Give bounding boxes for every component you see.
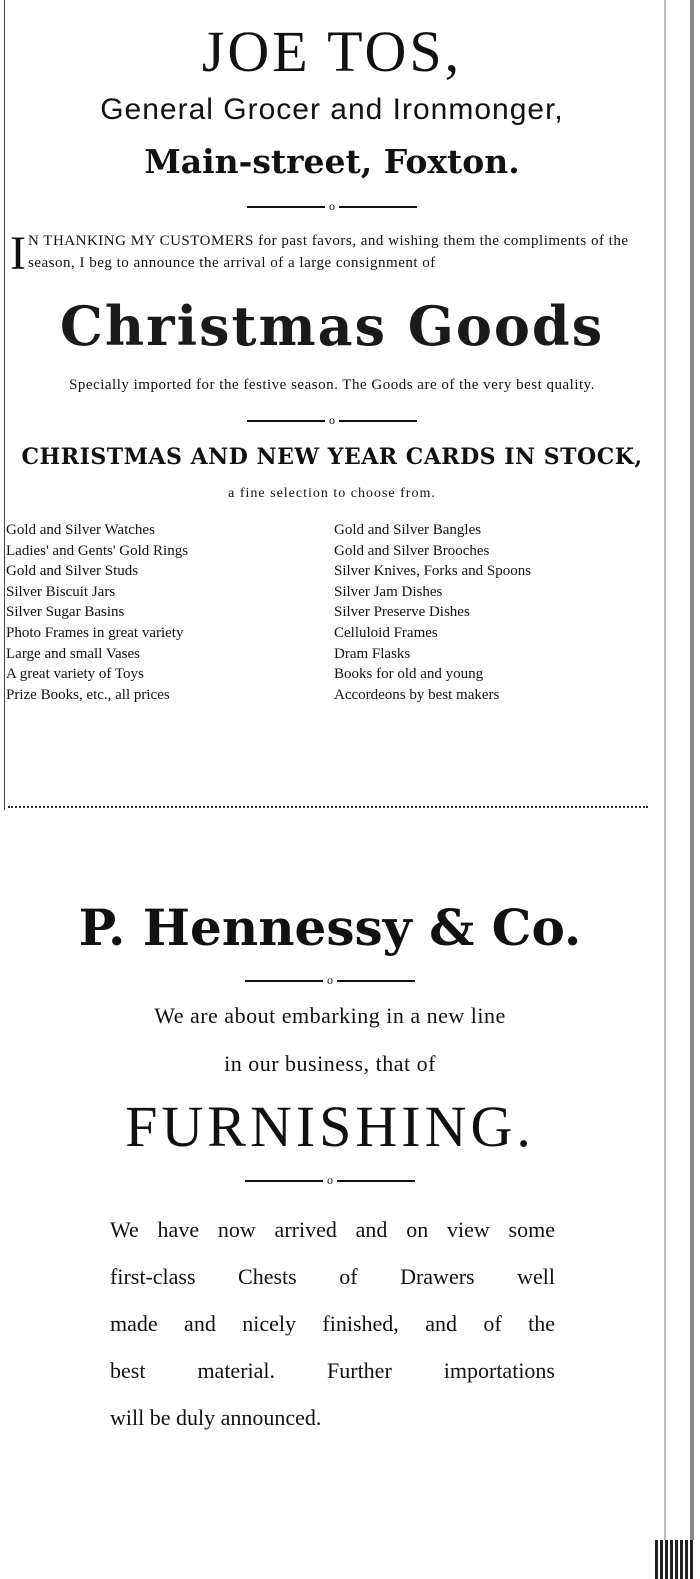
item-list — [6, 520, 658, 705]
list-item: Silver Knives, Forks and Spoons — [334, 563, 532, 580]
list-item: Large and small Vases — [6, 645, 140, 662]
announcement-line-2: in our business, that of — [224, 1051, 436, 1076]
paragraph-line: We have now arrived and on view some — [110, 1217, 555, 1242]
list-item: Gold and Silver Bangles — [334, 522, 482, 538]
list-item: Accordeons by best makers — [334, 686, 500, 703]
divider-mark: o — [327, 973, 333, 987]
list-item: Dram Flasks — [334, 645, 411, 662]
list-item: Silver Preserve Dishes — [334, 604, 470, 621]
divider-rule — [247, 199, 417, 213]
divider-rule — [245, 1173, 415, 1187]
ad-title: JOE TOS, — [201, 19, 463, 84]
list-item: A great variety of Toys — [6, 666, 144, 683]
joe-tos-advertisement — [6, 0, 658, 705]
divider-mark: o — [329, 413, 335, 427]
list-item: Prize Books, etc., all prices — [6, 686, 170, 703]
announcement-line-1: We are about embarking in a new line — [154, 1003, 506, 1028]
list-item: Gold and Silver Watches — [6, 522, 155, 538]
selection-text: a fine selection to choose from. — [228, 486, 436, 501]
list-item: Ladies' and Gents' Gold Rings — [6, 542, 189, 559]
list-item: Photo Frames in great variety — [6, 624, 184, 641]
page-border-left — [4, 0, 5, 810]
page-gutter — [690, 0, 694, 1579]
list-item: Silver Sugar Basins — [6, 604, 125, 621]
list-item: Silver Biscuit Jars — [6, 583, 116, 600]
paragraph-line: made and nicely finished, and of the — [110, 1311, 555, 1336]
item-column-right — [330, 520, 658, 705]
divider-rule — [245, 973, 415, 987]
ad-address: Main-street, Foxton. — [144, 142, 520, 181]
item-column-left — [6, 520, 330, 705]
list-item: Gold and Silver Studs — [6, 563, 139, 580]
hennessy-advertisement — [0, 880, 660, 1441]
intro-text: N THANKING MY CUSTOMERS for past favors, and wishing them the compliments of the season, I beg to announce the arrival of a large consignment of — [28, 233, 629, 271]
corner-scan-mark — [655, 1540, 695, 1579]
paragraph-line: first-class Chests of Drawers well — [110, 1264, 555, 1289]
divider-mark: o — [329, 199, 335, 213]
list-item: Gold and Silver Brooches — [334, 542, 490, 559]
page-border-right — [664, 0, 666, 1579]
ad-subtitle: General Grocer and Ironmonger, — [100, 93, 564, 126]
cards-heading: CHRISTMAS AND NEW YEAR CARDS IN STOCK, — [21, 444, 643, 470]
special-text: Specially imported for the festive season. The Goods are of the very best quality. — [69, 377, 595, 393]
list-item: Celluloid Frames — [334, 624, 438, 641]
furnishing-heading: FURNISHING. — [125, 1094, 535, 1159]
paragraph-line: will be duly announced. — [110, 1405, 322, 1430]
body-paragraph — [110, 1206, 555, 1441]
goods-heading: Christmas Goods — [59, 294, 605, 358]
firm-name: P. Hennessy & Co. — [78, 898, 582, 957]
list-item: Books for old and young — [334, 666, 484, 683]
list-item: Silver Jam Dishes — [334, 583, 443, 600]
section-separator — [8, 806, 648, 808]
drop-cap: I — [10, 227, 27, 280]
divider-mark: o — [327, 1173, 333, 1187]
paragraph-line: best material. Further importations — [110, 1358, 555, 1383]
intro-paragraph — [6, 227, 658, 280]
divider-rule — [247, 413, 417, 427]
